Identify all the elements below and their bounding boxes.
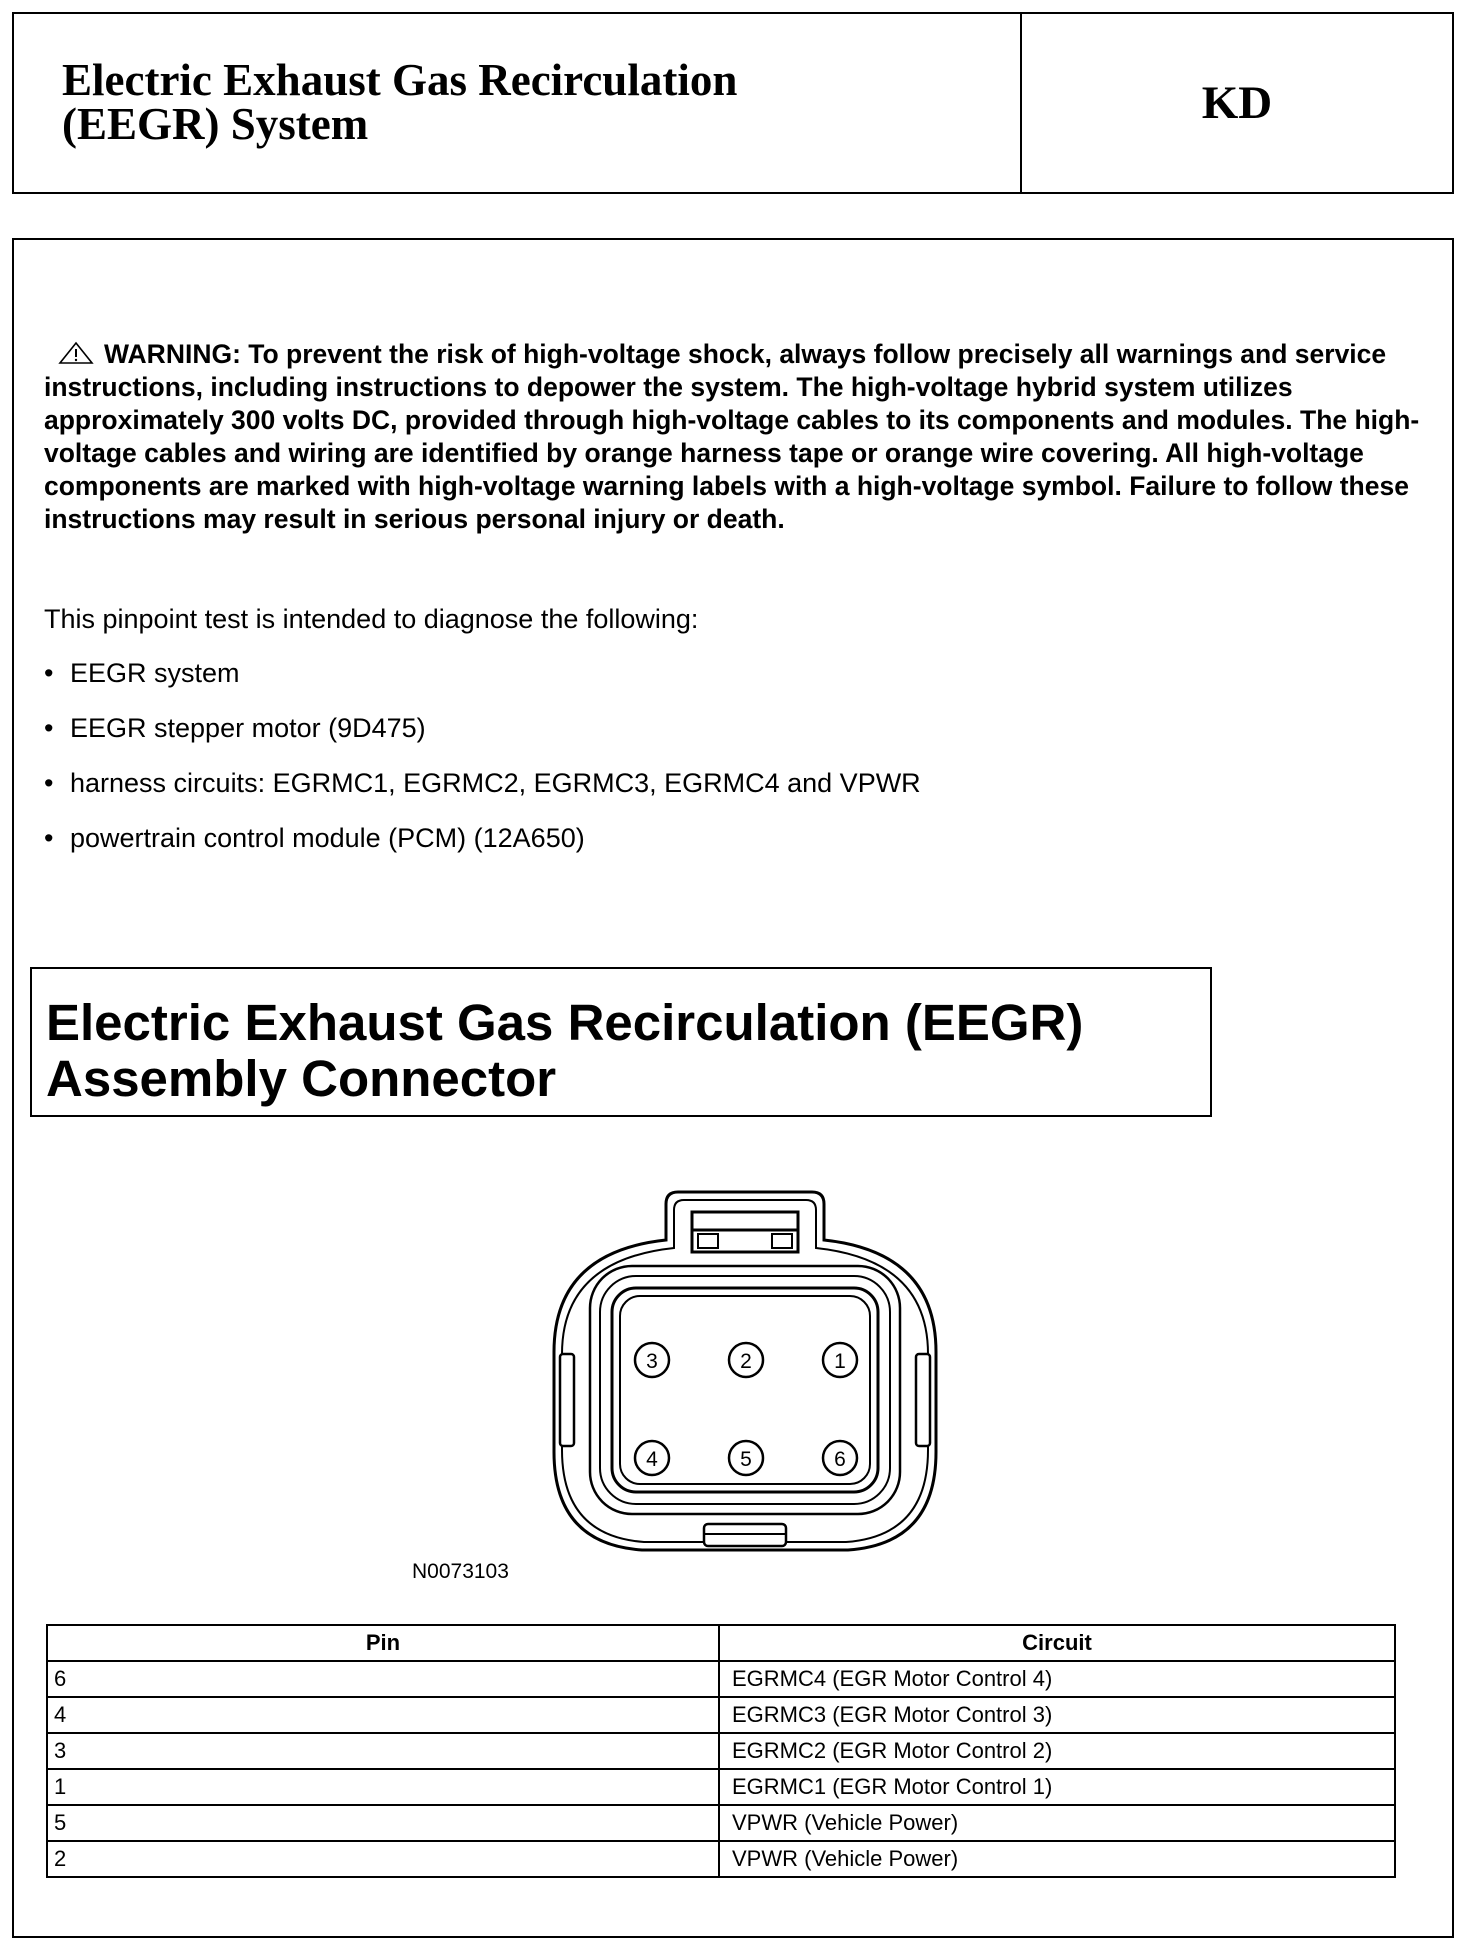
connector-shroud [590,1266,900,1514]
warning-text: WARNING: To prevent the risk of high-voltage shock, always follow precisely all warnings and service instructions, including instructions to depower the system. The high-voltage hybrid system utilizes approximately 300 volts DC, provided through high-voltage cables to its components and modules. The high-voltage cables and wiring are identified by orange harness tape or orange wire covering. All high-voltage components are marked with high-voltage warning labels with a high-voltage symbol. Failure to follow these instructions may result in serious personal injury or death. [44,339,1420,534]
pin-circuit-table [46,1624,1396,1878]
pin-cell: 4 [47,1697,719,1733]
pin-6 [823,1441,857,1475]
table-row [47,1841,1395,1877]
list-item: • harness circuits: EGRMC1, EGRMC2, EGRMC3, EGRMC4 and VPWR [44,768,921,798]
pin-3 [635,1343,669,1377]
pin-label: 3 [646,1350,658,1373]
table-header-row [47,1625,1395,1661]
pin-label: 6 [834,1448,846,1471]
list-item-text: harness circuits: EGRMC1, EGRMC2, EGRMC3, EGRMC4 and VPWR [70,768,921,798]
pin-4 [635,1441,669,1475]
section-title [46,995,1206,1107]
list-item: • powertrain control module (PCM) (12A650) [44,823,585,853]
list-item: • EEGR stepper motor (9D475) [44,713,426,743]
circuit-cell: EGRMC4 (EGR Motor Control 4) [719,1661,1395,1697]
pin-5 [729,1441,763,1475]
page-title [62,55,1002,149]
latch-slot-left [698,1234,718,1248]
pin-label: 4 [646,1448,658,1471]
table-row [47,1697,1395,1733]
pin-cell: 2 [47,1841,719,1877]
connector-diagram [548,1182,942,1560]
header-box [12,12,1454,194]
latch-slot-right [772,1234,792,1248]
list-item-text: EEGR stepper motor (9D475) [70,713,426,743]
intro-text: This pinpoint test is intended to diagnose the following: [44,604,699,634]
list-item-text: EEGR system [70,658,240,688]
side-tab-left [560,1354,574,1446]
column-header-pin: Pin [47,1625,719,1661]
pin-label: 1 [834,1350,846,1373]
page-title-line-2: (EEGR) System [62,99,369,149]
circuit-cell: EGRMC2 (EGR Motor Control 2) [719,1733,1395,1769]
circuit-cell: EGRMC1 (EGR Motor Control 1) [719,1769,1395,1805]
table-row [47,1661,1395,1697]
side-tab-right [916,1354,930,1446]
list-item-text: powertrain control module (PCM) (12A650) [70,823,585,853]
pin-cell: 5 [47,1805,719,1841]
section-title-line-2: Assembly Connector [46,1050,557,1107]
circuit-cell: VPWR (Vehicle Power) [719,1841,1395,1877]
list-item: • EEGR system [44,658,240,688]
page-title-line-1: Electric Exhaust Gas Recirculation [62,55,738,105]
section-heading-box [30,967,1212,1117]
table-row [47,1733,1395,1769]
pin-label: 5 [740,1448,752,1471]
table-row [47,1805,1395,1841]
pin-1 [823,1343,857,1377]
figure-id: N0073103 [412,1560,509,1583]
pin-cell: 6 [47,1661,719,1697]
section-code: KD [1201,77,1273,129]
latch [692,1212,798,1252]
pin-2 [729,1343,763,1377]
column-header-circuit: Circuit [719,1625,1395,1661]
circuit-cell: VPWR (Vehicle Power) [719,1805,1395,1841]
warning-paragraph [44,338,1424,536]
warning-triangle-icon [58,341,94,365]
pin-label: 2 [740,1350,752,1373]
table-row [47,1769,1395,1805]
pin-cell: 1 [47,1769,719,1805]
pin-cell: 3 [47,1733,719,1769]
diagnosis-list [44,656,921,876]
circuit-cell: EGRMC3 (EGR Motor Control 3) [719,1697,1395,1733]
section-title-line-1: Electric Exhaust Gas Recirculation (EEGR) [46,994,1084,1051]
